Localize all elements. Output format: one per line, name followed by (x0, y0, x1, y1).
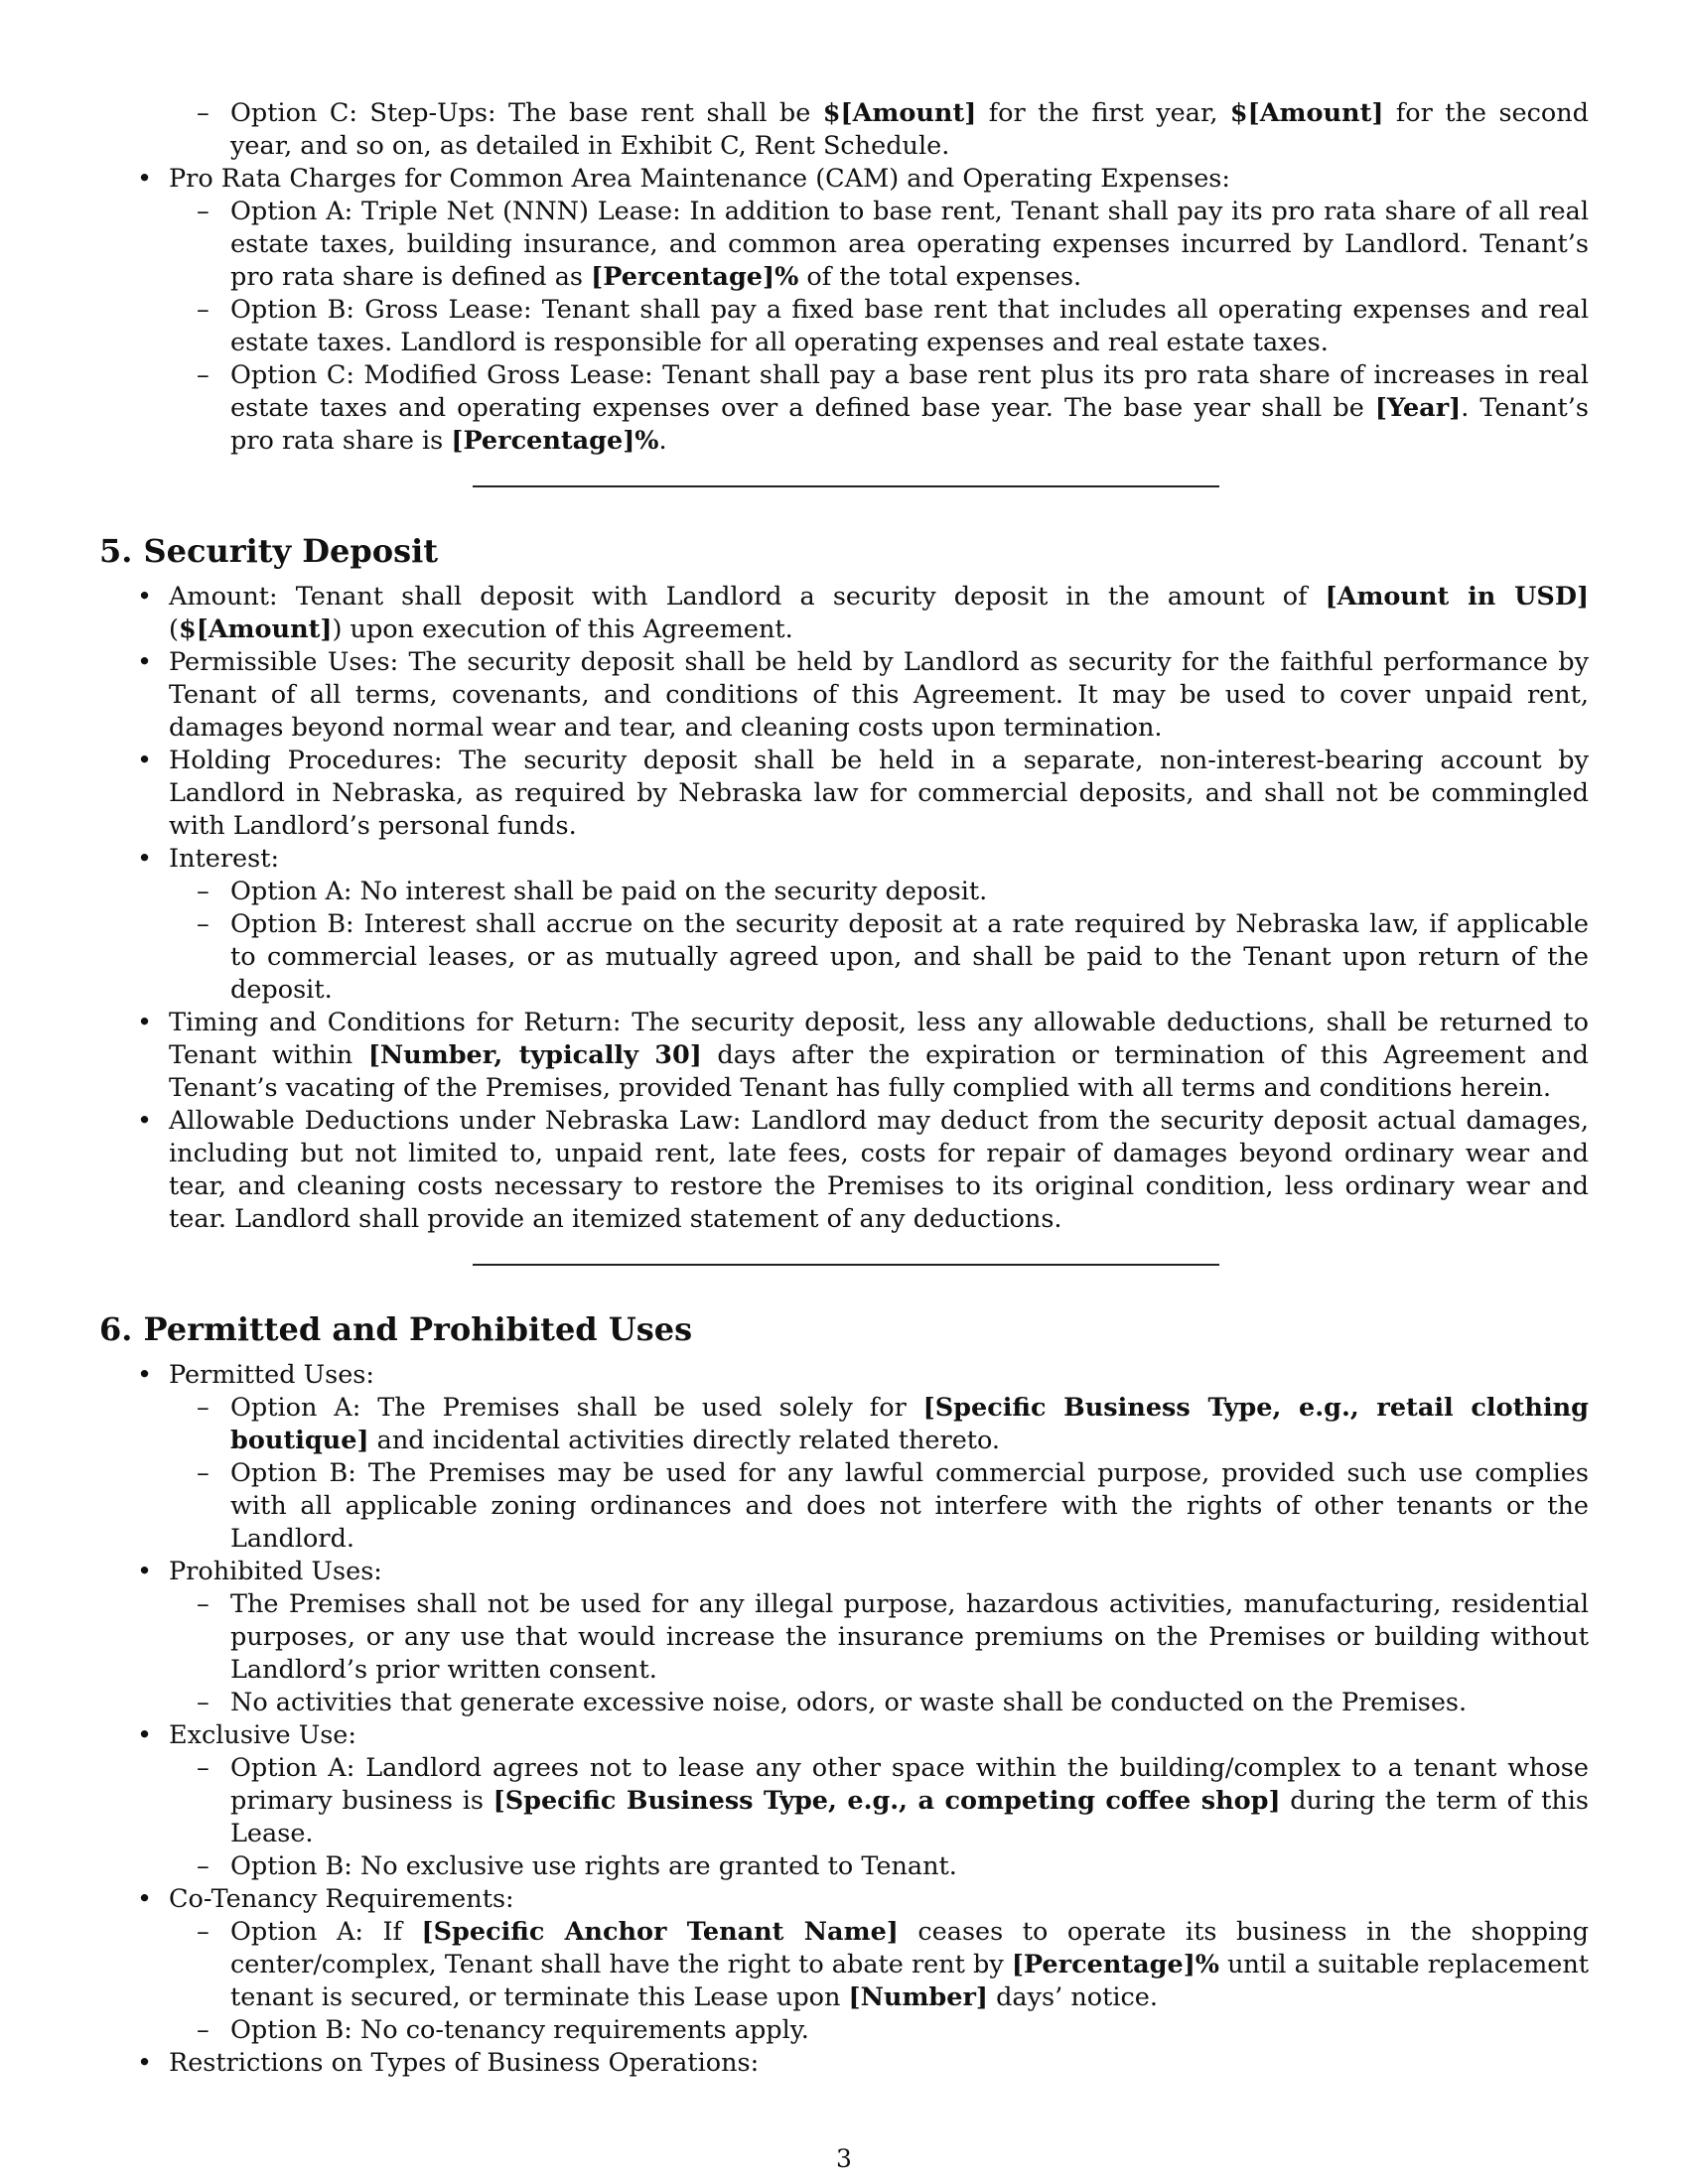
cotenancy-option-a: – Option A: If [Specific Anchor Tenant Name] ceases to operate its business in the shopping center/complex, Tenant shall have the right to abate rent by [Percentage]% until a suitable replacement tenant is secured, or terminate this Lease upon [Number] days’ notice. (169, 1916, 1589, 2014)
deposit-holding: • Holding Procedures: The security deposit shall be held in a separate, non-interest-bearing account by Landlord in Nebraska, as required by Nebraska law for commercial deposits, and shall not be commingled with Landlord’s personal funds. (99, 745, 1589, 843)
cotenancy-option-b: – Option B: No co-tenancy requirements apply. (169, 2014, 1589, 2047)
restrictions: • Restrictions on Types of Business Operations: (99, 2047, 1589, 2080)
permitted-uses: • Permitted Uses: – Option A: The Premises shall be used solely for [Specific Business Type, e.g., retail clothing boutique] and incidental activities directly related thereto. – Option B: The Premises may be used for any lawful commercial purpose, provided such use complies with all applicable zoning ordinances and does not interfere with the rights of other tenants or the Landlord. (99, 1359, 1589, 1556)
section-5-title: 5. Security Deposit (99, 532, 439, 570)
cam-option-a: – Option A: Triple Net (NNN) Lease: In addition to base rent, Tenant shall pay its pro rata share of all real estate taxes, building insurance, and common area operating expenses incurred by Landlord. Tenant’s pro rata share is defined as [Percentage]% of the total expenses. (169, 196, 1589, 294)
cam-heading: • Pro Rata Charges for Common Area Maintenance (CAM) and Operating Expenses: – Option A: Triple Net (NNN) Lease: In addition to base rent, Tenant shall pay its pro rata share of all real estate taxes, building insurance, and common area operating expenses incurred by Landlord. Tenant’s pro rata share is defined as [Percentage]% of the total expenses. – Option B: Gross Lease: Tenant shall pay a fixed base rent that includes all operating expenses and real estate taxes. Landlord is responsible for all operating expenses and real estate taxes. – Option C: Modified Gross Lease: Tenant shall pay a base rent plus its pro rata share of increases in real estate taxes and operating expenses over a defined base year. The base year shall be [Year]. Tenant’s pro rata share is [Percentage]%. (99, 163, 1589, 458)
permitted-option-b: – Option B: The Premises may be used for any lawful commercial purpose, provided such use complies with all applicable zoning ordinances and does not interfere with the rights of other tenants or the Landlord. (169, 1457, 1589, 1556)
deposit-amount: • Amount: Tenant shall deposit with Landlord a security deposit in the amount of [Amount in USD] ($[Amount]) upon execution of this Agreement. (99, 581, 1589, 646)
page-number: 3 (836, 2144, 852, 2173)
deposit-deductions: • Allowable Deductions under Nebraska Law: Landlord may deduct from the security deposit actual damages, including but not limited to, unpaid rent, late fees, costs for repair of damages beyond ordinary wear and tear, and cleaning costs necessary to restore the Premises to its original condition, less ordinary wear and tear. Landlord shall provide an itemized statement of any deductions. (99, 1105, 1589, 1236)
interest-option-b: – Option B: Interest shall accrue on the security deposit at a rate required by Nebraska law, if applicable to commercial leases, or as mutually agreed upon, and shall be paid to the Tenant upon return of the deposit. (169, 908, 1589, 1007)
section-divider (473, 1264, 1219, 1266)
uses-list (99, 1359, 1589, 2080)
option-c-step-ups: – Option C: Step-Ups: The base rent shall be $[Amount] for the first year, $[Amount] for the second year, and so on, as detailed in Exhibit C, Rent Schedule. (99, 97, 1589, 163)
security-deposit-list (99, 581, 1589, 1236)
document-page (99, 97, 1589, 2080)
prohibited-item-1: – The Premises shall not be used for any illegal purpose, hazardous activities, manufacturing, residential purposes, or any use that would increase the insurance premiums on the Premises or building without Landlord’s prior written consent. (169, 1588, 1589, 1687)
deposit-interest: • Interest: – Option A: No interest shall be paid on the security deposit. – Option B: Interest shall accrue on the security deposit at a rate required by Nebraska law, if applicable to commercial leases, or as mutually agreed upon, and shall be paid to the Tenant upon return of the deposit. (99, 843, 1589, 1007)
rent-options-list (99, 97, 1589, 163)
interest-option-a: – Option A: No interest shall be paid on the security deposit. (169, 876, 1589, 908)
prohibited-item-2: – No activities that generate excessive noise, odors, or waste shall be conducted on the Premises. (169, 1687, 1589, 1719)
section-divider (473, 485, 1219, 487)
cam-option-c: – Option C: Modified Gross Lease: Tenant shall pay a base rent plus its pro rata share of increases in real estate taxes and operating expenses over a defined base year. The base year shall be [Year]. Tenant’s pro rata share is [Percentage]%. (169, 359, 1589, 458)
deposit-timing: • Timing and Conditions for Return: The security deposit, less any allowable deductions, shall be returned to Tenant within [Number, typically 30] days after the expiration or termination of this Agreement and Tenant’s vacating of the Premises, provided Tenant has fully complied with all terms and conditions herein. (99, 1007, 1589, 1105)
cam-option-b: – Option B: Gross Lease: Tenant shall pay a fixed base rent that includes all operating expenses and real estate taxes. Landlord is responsible for all operating expenses and real estate taxes. (169, 294, 1589, 359)
exclusive-use: • Exclusive Use: – Option A: Landlord agrees not to lease any other space within the building/complex to a tenant whose primary business is [Specific Business Type, e.g., a competing coffee shop] during the term of this Lease. – Option B: No exclusive use rights are granted to Tenant. (99, 1719, 1589, 1883)
exclusive-option-a: – Option A: Landlord agrees not to lease any other space within the building/complex to a tenant whose primary business is [Specific Business Type, e.g., a competing coffee shop] during the term of this Lease. (169, 1752, 1589, 1850)
cam-list (99, 163, 1589, 458)
prohibited-uses: • Prohibited Uses: – The Premises shall not be used for any illegal purpose, hazardous activities, manufacturing, residential purposes, or any use that would increase the insurance premiums on the Premises or building without Landlord’s prior written consent. – No activities that generate excessive noise, odors, or waste shall be conducted on the Premises. (99, 1556, 1589, 1719)
permitted-option-a: – Option A: The Premises shall be used solely for [Specific Business Type, e.g., retail clothing boutique] and incidental activities directly related thereto. (169, 1392, 1589, 1457)
deposit-uses: • Permissible Uses: The security deposit shall be held by Landlord as security for the faithful performance by Tenant of all terms, covenants, and conditions of this Agreement. It may be used to cover unpaid rent, damages beyond normal wear and tear, and cleaning costs upon termination. (99, 646, 1589, 745)
section-6-title: 6. Permitted and Prohibited Uses (99, 1310, 693, 1348)
exclusive-option-b: – Option B: No exclusive use rights are granted to Tenant. (169, 1850, 1589, 1883)
co-tenancy: • Co-Tenancy Requirements: – Option A: If [Specific Anchor Tenant Name] ceases to operate its business in the shopping center/complex, Tenant shall have the right to abate rent by [Percentage]% until a suitable replacement tenant is secured, or terminate this Lease upon [Number] days’ notice. – Option B: No co-tenancy requirements apply. (99, 1883, 1589, 2047)
